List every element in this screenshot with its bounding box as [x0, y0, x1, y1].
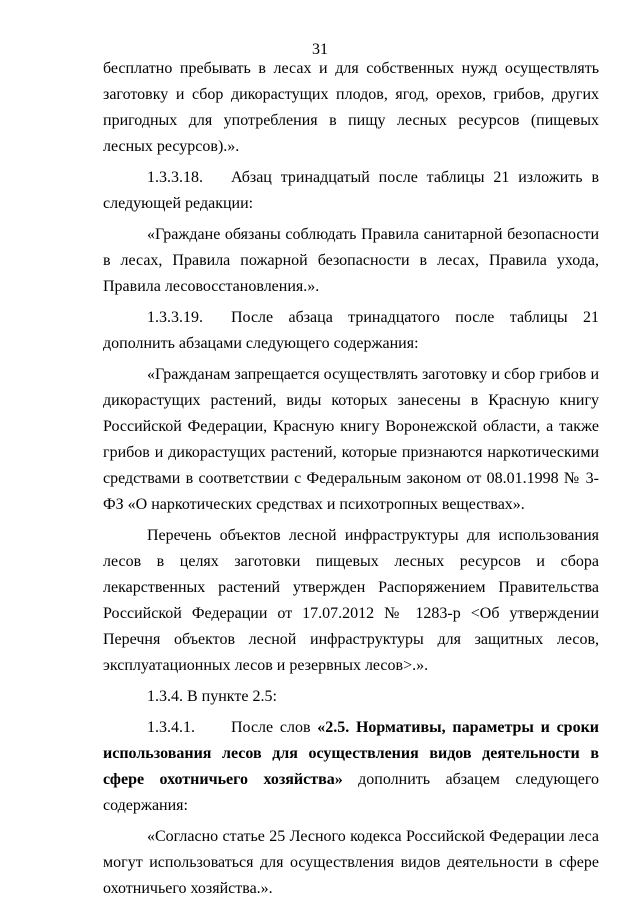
paragraph-continuation: бесплатно пребывать в лесах и для собственных нужд осуществлять заготовку и сбор дикорастущих плодов, ягод, орехов, грибов, других пригодных для употребления в пищу лесных ресурсов (пищевых лесных ресурсов).». [103, 60, 599, 155]
document-body [103, 56, 599, 907]
bold-quoted-heading: «2.5. Нормативы, параметры и сроки использования лесов для осуществления видов деятельности в сфере охотничьего хозяйства» [103, 719, 599, 788]
paragraph-1-3-4: 1.3.4. В пункте 2.5: [147, 688, 277, 705]
paragraph-text: Абзац тринадцатый после таблицы 21 изложить в следующей редакции: [103, 169, 599, 212]
paragraph-1-3-3-19 [103, 305, 599, 357]
paragraph-text: Перечень объектов лесной инфраструктуры для использования лесов в целях заготовки пищевых лесных ресурсов и сбора лекарственных растений утвержден Распоряжением Правительства Российской Федерации от 17.07.2012 № 1283-р <Об утверждении Перечня объектов лесной инфраструктуры для защитных лесов, эксплуатационных лесов и резервных лесов>.». [103, 527, 599, 674]
item-number: 1.3.4.1. [147, 719, 195, 736]
paragraph-text-after: дополнить абзацем следующего содержания: [103, 771, 599, 814]
quoted-paragraph: «Согласно статье 25 Лесного кодекса Российской Федерации леса могут использоваться для осуществления видов деятельности в сфере охотничьего хозяйства.». [103, 828, 599, 897]
quoted-paragraph: «Гражданам запрещается осуществлять заготовку и сбор грибов и дикорастущих растений, виды которых занесены в Красную книгу Российской Федерации, Красную книгу Воронежской области, а также грибов и дикорастущих растений, которые признаются наркотическими средствами в соответствии с Федеральным законом от 08.01.1998 № 3-ФЗ «О наркотических средствах и психотропных веществах». [103, 366, 599, 513]
page-number: 31 [312, 41, 328, 58]
paragraph-text: После абзаца тринадцатого после таблицы 21 дополнить абзацами следующего содержания: [103, 309, 599, 352]
paragraph-1-3-3-18 [103, 165, 599, 217]
paragraph-text-before: После слов [231, 719, 318, 736]
item-number: 1.3.3.19. [147, 309, 203, 326]
quoted-paragraph: «Граждане обязаны соблюдать Правила санитарной безопасности в лесах, Правила пожарной безопасности в лесах, Правила ухода, Правила лесовосстановления.». [103, 226, 599, 295]
paragraph-1-3-4-1 [103, 715, 599, 819]
item-number: 1.3.3.18. [147, 169, 203, 186]
